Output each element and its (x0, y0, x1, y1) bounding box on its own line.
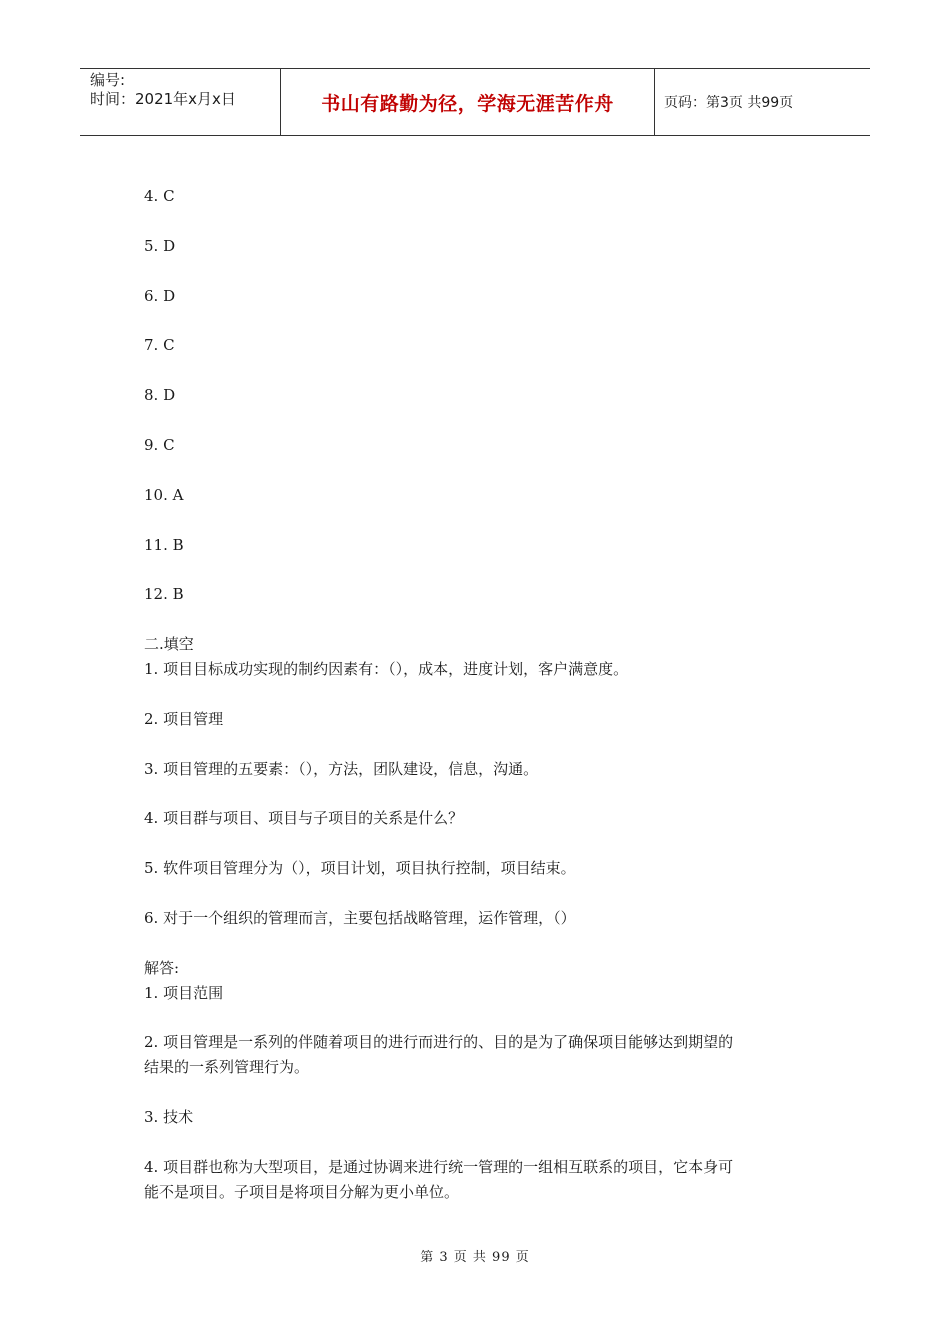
answer-line: 12. B (144, 585, 184, 603)
number-label: 编号: (90, 71, 126, 89)
answer-item: 4. 项目群也称为大型项目，是通过协调来进行统一管理的一组相互联系的项目，它本身可 (144, 1158, 734, 1176)
answer-item: 3. 技术 (144, 1108, 194, 1126)
answer-line: 11. B (144, 536, 184, 554)
header-motto-cell (281, 69, 655, 135)
answer-line: 7. C (144, 336, 175, 354)
answer-item: 1. 项目范围 (144, 984, 224, 1002)
section-title-fill: 二.填空 (144, 635, 194, 653)
answer-line: 6. D (144, 287, 176, 305)
answer-line: 8. D (144, 386, 176, 404)
fill-item: 1. 项目目标成功实现的制约因素有：（），成本，进度计划，客户满意度。 (144, 660, 629, 678)
answer-line: 9. C (144, 436, 175, 454)
page-footer: 第 3 页 共 99 页 (420, 1250, 530, 1265)
section-title-answers: 解答: (144, 959, 180, 977)
header-meta (80, 69, 281, 135)
time-label: 时间：2021年x月x日 (90, 90, 236, 108)
answer-item-cont: 能不是项目。子项目是将项目分解为更小单位。 (144, 1183, 460, 1201)
fill-item: 2. 项目管理 (144, 710, 224, 728)
answer-line: 4. C (144, 187, 175, 205)
answer-line: 10. A (144, 486, 184, 504)
fill-item: 6. 对于一个组织的管理而言，主要包括战略管理，运作管理，（） (144, 909, 576, 927)
header-page-cell (655, 69, 870, 135)
answer-line: 5. D (144, 237, 176, 255)
answer-item: 2. 项目管理是一系列的伴随着项目的进行而进行的、目的是为了确保项目能够达到期望的 (144, 1033, 734, 1051)
answer-item-cont: 结果的一系列管理行为。 (144, 1058, 310, 1076)
fill-item: 5. 软件项目管理分为（），项目计划，项目执行控制，项目结束。 (144, 859, 576, 877)
fill-item: 3. 项目管理的五要素：（），方法，团队建设，信息，沟通。 (144, 760, 539, 778)
page-info: 页码：第3页 共99页 (664, 95, 794, 111)
fill-item: 4. 项目群与项目、项目与子项目的关系是什么？ (144, 809, 464, 827)
motto: 书山有路勤为径，学海无涯苦作舟 (321, 92, 614, 115)
page-header (80, 68, 870, 136)
